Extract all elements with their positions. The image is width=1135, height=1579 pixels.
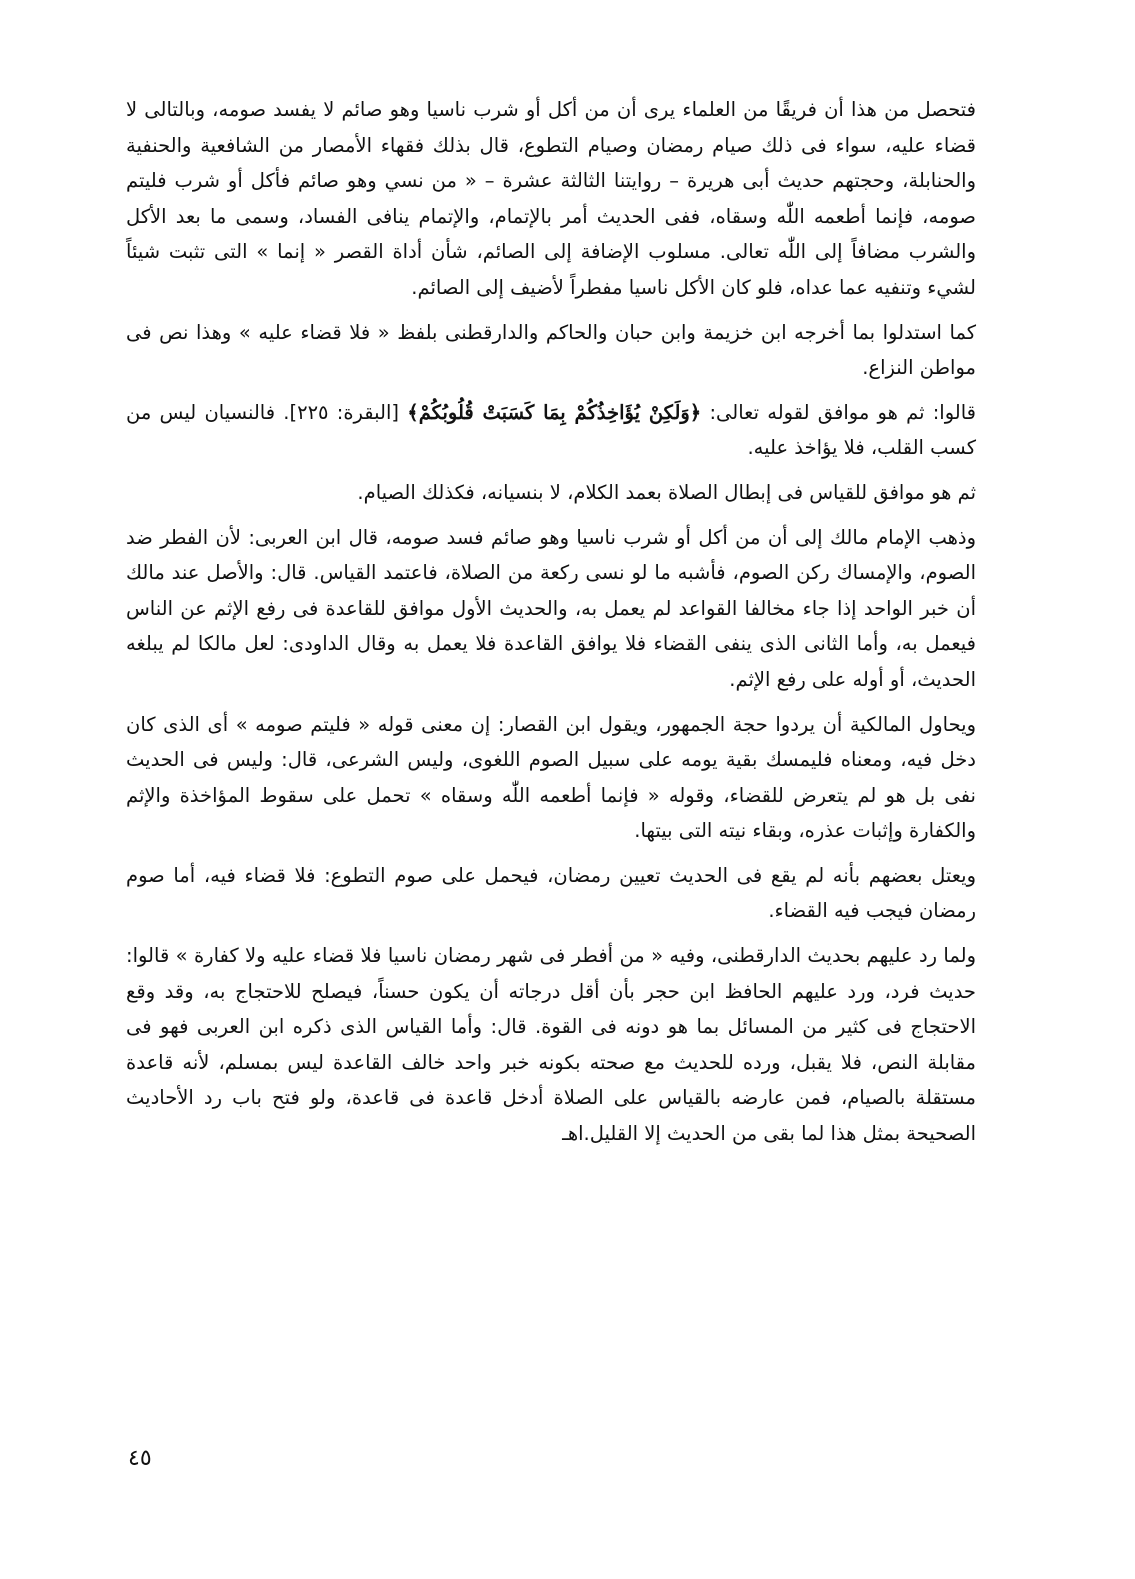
paragraph-3 bbox=[126, 395, 976, 466]
quran-verse: ﴿وَلَكِنْ يُؤَاخِذُكُمْ بِمَا كَسَبَتْ قُلُوبُكُمْ﴾ bbox=[407, 400, 702, 424]
paragraph-3-rest: [البقرة: ٢٢٥]. فالنسيان ليس من كسب القلب، فلا يؤاخذ عليه. bbox=[126, 400, 976, 460]
paragraph-2: كما استدلوا بما أخرجه ابن خزيمة وابن حبان والحاكم والدارقطنى بلفظ « فلا قضاء عليه » وهذا نص فى مواطن النزاع. bbox=[126, 320, 976, 380]
paragraph-3-intro: قالوا: ثم هو موافق لقوله تعالى: bbox=[701, 400, 976, 424]
paragraph-7: ويعتل بعضهم بأنه لم يقع فى الحديث تعيين رمضان، فيحمل على صوم التطوع: فلا قضاء فيه، أما صوم رمضان فيجب فيه القضاء. bbox=[126, 863, 976, 923]
paragraph-6: ويحاول المالكية أن يردوا حجة الجمهور، ويقول ابن القصار: إن معنى قوله « فليتم صومه » أى الذى كان دخل فيه، ومعناه فليمسك بقية يومه على سبيل الصوم اللغوى، وليس الشرعى، قال: وليس فى الحديث نفى بل هو لم يتعرض للقضاء، وقوله « فإنما أطعمه اللّٰه وسقاه » تحمل على سقوط المؤاخذة والإثم والكفارة وإثبات عذره، وبقاء نيته التى بيتها. bbox=[126, 712, 976, 843]
paragraph-8: ولما رد عليهم بحديث الدارقطنى، وفيه « من أفطر فى شهر رمضان ناسيا فلا قضاء عليه ولا كفارة » قالوا: حديث فرد، ورد عليهم الحافظ ابن حجر بأن أقل درجاته أن يكون حسناً، فيصلح للاحتجاج به، وقد وقع الاحتجاج فى كثير من المسائل بما هو دونه فى القوة. قال: وأما القياس الذى ذكره ابن العربى فهو فى مقابلة النص، فلا يقبل، ورده للحديث مع صحته بكونه خبر واحد خالف القاعدة ليس بمسلم، لأنه قاعدة مستقلة بالصيام، فمن عارضه بالقياس على الصلاة أدخل قاعدة فى قاعدة، ولو فتح باب رد الأحاديث الصحيحة بمثل هذا لما بقى من الحديث إلا القليل.اهـ bbox=[126, 944, 976, 1146]
paragraph-5: وذهب الإمام مالك إلى أن من أكل أو شرب ناسيا وهو صائم فسد صومه، قال ابن العربى: لأن الفطر ضد الصوم، والإمساك ركن الصوم، فأشبه ما لو نسى ركعة من الصلاة، فاعتمد القياس. قال: والأصل عند مالك أن خبر الواحد إذا جاء مخالفا القواعد لم يعمل به، والحديث الأول موافق للقاعدة فى رفع الإثم عن الناس فيعمل به، وأما الثانى الذى ينفى القضاء فلا يوافق القاعدة فلا يعمل به وقال الداودى: لعل مالكا لم يبلغه الحديث، أو أوله على رفع الإثم. bbox=[126, 525, 976, 691]
page-number: ٤٥ bbox=[128, 1446, 152, 1471]
paragraph-4: ثم هو موافق للقياس فى إبطال الصلاة بعمد الكلام، لا بنسيانه، فكذلك الصيام. bbox=[357, 480, 976, 504]
page-body bbox=[126, 92, 976, 1161]
paragraph-1: فتحصل من هذا أن فريقًا من العلماء يرى أن من أكل أو شرب ناسيا وهو صائم لا يفسد صومه، وبالتالى لا قضاء عليه، سواء فى ذلك صيام رمضان وصيام التطوع، قال بذلك فقهاء الأمصار من الشافعية والحنفية والحنابلة، وحجتهم حديث أبى هريرة – روايتنا الثالثة عشرة – « من نسي وهو صائم فأكل أو شرب فليتم صومه، فإنما أطعمه اللّٰه وسقاه، ففى الحديث أمر بالإتمام، والإتمام ينافى الفساد، وسمى ما بعد الأكل والشرب مضافاً إلى اللّٰه تعالى. مسلوب الإضافة إلى الصائم، شأن أداة القصر « إنما » التى تثبت شيئاً لشيء وتنفيه عما عداه، فلو كان الأكل ناسيا مفطراً لأضيف إلى الصائم. bbox=[126, 98, 976, 299]
